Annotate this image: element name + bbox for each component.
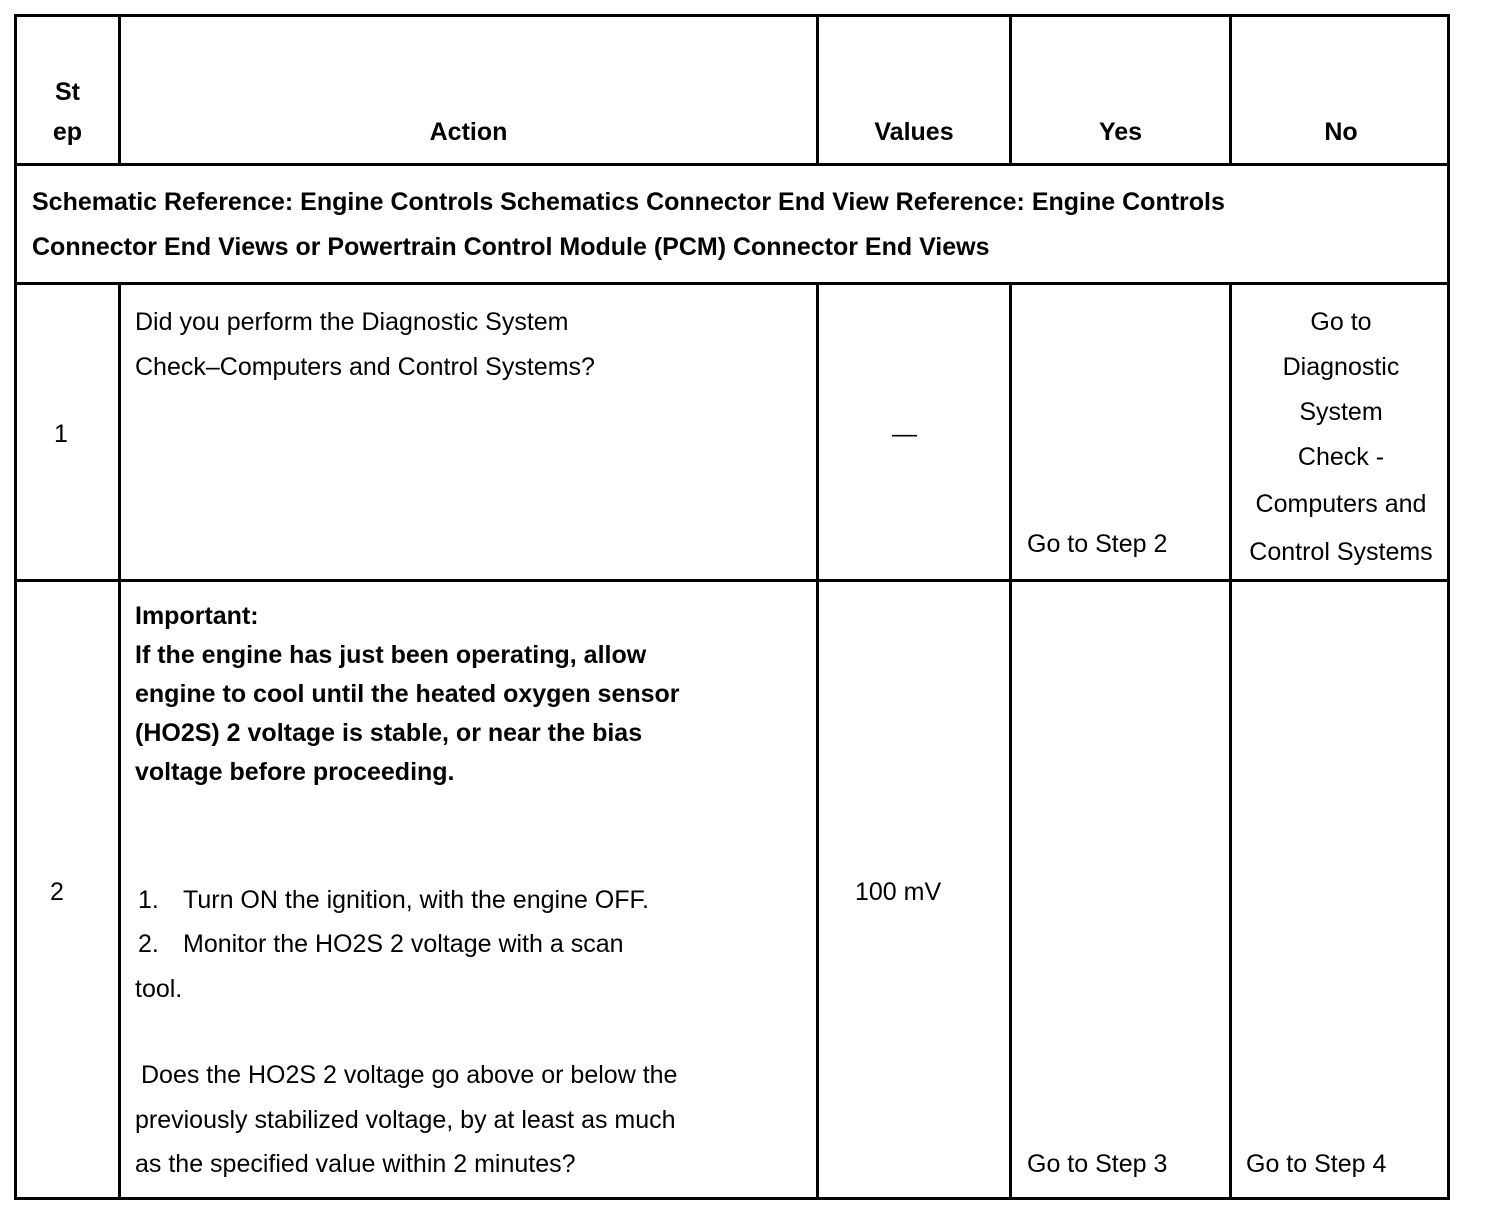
important-text: voltage before proceeding.	[135, 758, 455, 786]
value-text: 100 mV	[855, 878, 942, 906]
important-label: Important:	[135, 602, 259, 630]
column-divider	[816, 283, 819, 1197]
header-values: Values	[874, 118, 954, 146]
important-text: engine to cool until the heated oxygen sensor	[135, 680, 680, 708]
action-text: Did you perform the Diagnostic System	[135, 308, 569, 336]
important-text: If the engine has just been operating, allow	[135, 641, 647, 669]
header-step	[17, 72, 118, 152]
value-text: —	[892, 420, 917, 448]
header-step-line: St	[55, 78, 80, 106]
row-divider	[17, 579, 1447, 582]
diagnostic-table	[14, 14, 1450, 1200]
no-action-line: Diagnostic	[1282, 353, 1400, 381]
list-continuation: tool.	[135, 975, 183, 1003]
header-no: No	[1324, 118, 1358, 146]
yes-action: Go to Step 2	[1027, 530, 1168, 558]
question-text: as the specified value within 2 minutes?	[135, 1150, 576, 1178]
important-text: (HO2S) 2 voltage is stable, or near the bias	[135, 719, 643, 747]
no-action-line: Control Systems	[1249, 538, 1433, 566]
yes-action: Go to Step 3	[1027, 1150, 1168, 1178]
no-action: Go to Step 4	[1246, 1150, 1387, 1178]
header-step-line: ep	[52, 118, 83, 146]
no-action-line: Go to	[1310, 308, 1372, 336]
step-number: 2	[50, 878, 64, 906]
row-divider	[17, 163, 1447, 166]
column-divider	[118, 283, 121, 1197]
list-item: Turn ON the ignition, with the engine OFF.	[183, 886, 649, 914]
header-action: Action	[429, 118, 508, 146]
step-number: 1	[54, 420, 68, 448]
schematic-reference-line: Connector End Views or Powertrain Control Module (PCM) Connector End Views	[32, 233, 990, 261]
question-text: Does the HO2S 2 voltage go above or below the	[141, 1061, 678, 1089]
no-action-line: System	[1299, 398, 1383, 426]
list-item: Monitor the HO2S 2 voltage with a scan	[183, 930, 624, 958]
no-action	[1232, 300, 1450, 576]
header-yes: Yes	[1098, 118, 1143, 146]
list-number: 2.	[138, 930, 159, 958]
schematic-reference-line: Schematic Reference: Engine Controls Schematics Connector End View Reference: Engine Controls	[32, 188, 1225, 216]
action-text: Check–Computers and Control Systems?	[135, 353, 595, 381]
list-number: 1.	[138, 886, 159, 914]
no-action-line: Computers and	[1255, 490, 1427, 518]
column-divider	[1009, 283, 1012, 1197]
question-text: previously stabilized voltage, by at least as much	[135, 1106, 676, 1134]
no-action-line: Check -	[1297, 443, 1385, 471]
row-divider	[17, 282, 1447, 285]
